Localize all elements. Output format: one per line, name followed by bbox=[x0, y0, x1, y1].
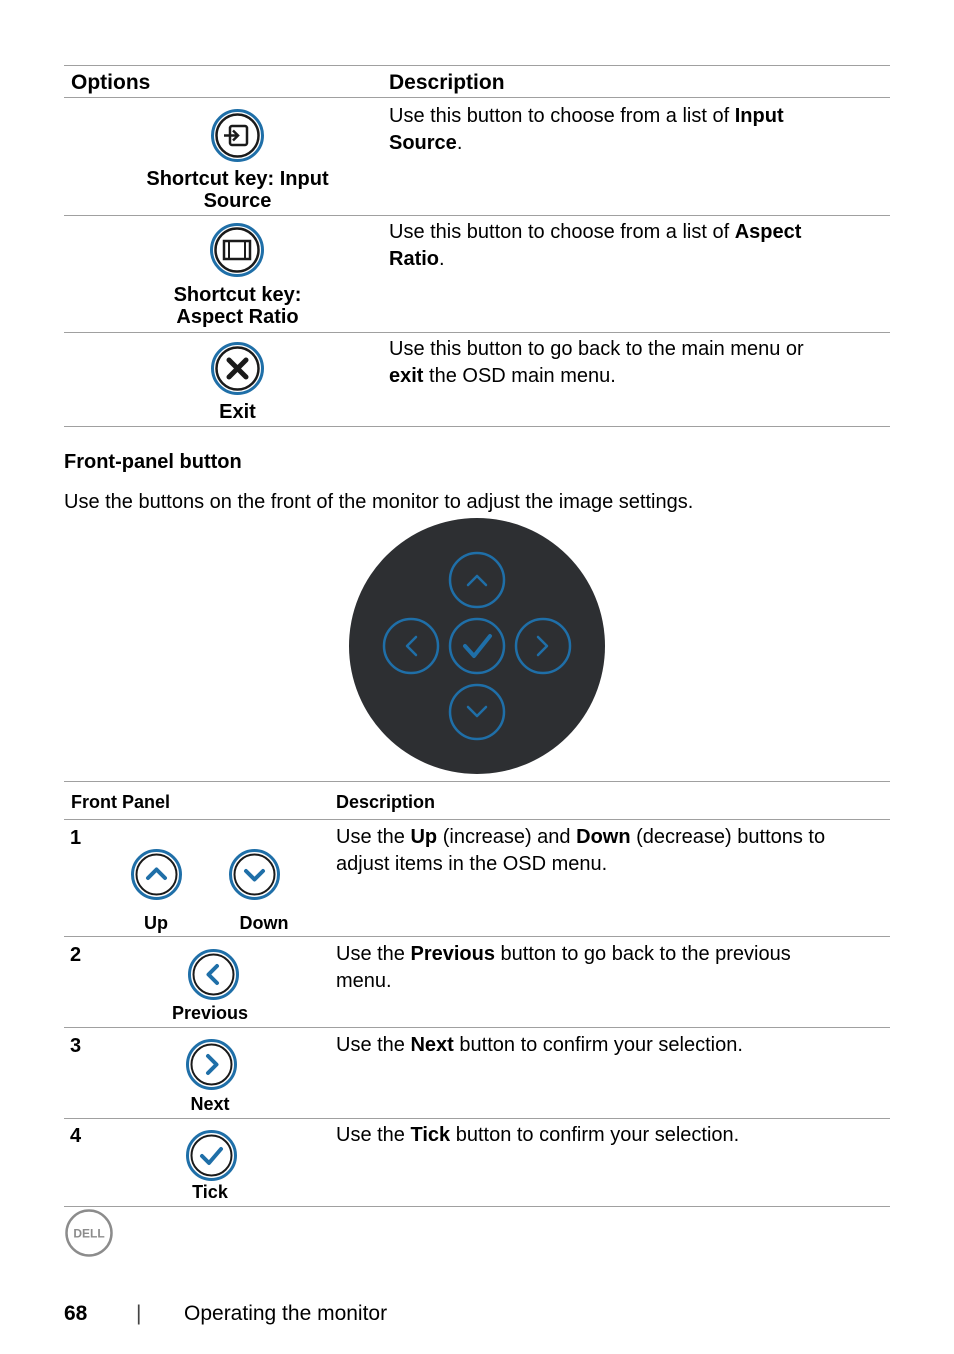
next-icon bbox=[185, 1038, 238, 1091]
aspect-ratio-label: Shortcut key: Aspect Ratio bbox=[173, 284, 302, 328]
table-header-rule bbox=[64, 97, 890, 98]
row-number: 4 bbox=[70, 1125, 82, 1147]
tick-description: Use the Tick button to confirm your selection. bbox=[336, 1124, 740, 1146]
exit-label: Exit bbox=[219, 401, 256, 423]
row-number: 1 bbox=[70, 827, 82, 849]
page-number: 68 bbox=[64, 1302, 88, 1325]
up-icon bbox=[130, 848, 183, 901]
down-label: Down bbox=[239, 913, 289, 933]
dell-logo-text: DELL bbox=[73, 1226, 105, 1241]
exit-description: Use this button to go back to the main menu or exit the OSD main menu. bbox=[389, 338, 804, 387]
front-panel-illustration bbox=[348, 517, 606, 775]
row-rule bbox=[64, 1118, 890, 1119]
previous-label: Previous bbox=[171, 1003, 249, 1023]
row-number: 2 bbox=[70, 944, 82, 966]
row-rule bbox=[64, 215, 890, 216]
input-source-description: Use this button to choose from a list of Input Source. bbox=[389, 105, 784, 154]
next-description: Use the Next button to confirm your selection. bbox=[336, 1034, 743, 1056]
front-table-top-rule bbox=[64, 781, 890, 782]
front-table-bottom-rule bbox=[64, 1206, 890, 1207]
table-bottom-rule bbox=[64, 426, 890, 427]
previous-description: Use the Previous button to go back to the previous menu. bbox=[336, 943, 791, 992]
tick-icon bbox=[185, 1129, 238, 1182]
aspect-ratio-description: Use this button to choose from a list of Aspect Ratio. bbox=[389, 221, 802, 270]
dell-logo bbox=[64, 1208, 114, 1258]
tick-label: Tick bbox=[192, 1182, 228, 1202]
input-source-label: Shortcut key: Input Source bbox=[146, 168, 329, 212]
table-top-rule bbox=[64, 65, 890, 66]
next-label: Next bbox=[190, 1094, 230, 1114]
front-table-header-rule bbox=[64, 819, 890, 820]
section-intro: Use the buttons on the front of the monitor to adjust the image settings. bbox=[64, 491, 694, 513]
row-rule bbox=[64, 936, 890, 937]
footer-section-title: Operating the monitor bbox=[184, 1302, 388, 1325]
down-icon bbox=[228, 848, 281, 901]
footer-separator: | bbox=[136, 1302, 142, 1325]
front-description-header: Description bbox=[336, 792, 436, 812]
row-rule bbox=[64, 1027, 890, 1028]
row-number: 3 bbox=[70, 1035, 82, 1057]
section-heading: Front-panel button bbox=[64, 451, 242, 473]
front-panel-header: Front Panel bbox=[71, 792, 171, 812]
up-down-description: Use the Up (increase) and Down (decrease) buttons to adjust items in the OSD menu. bbox=[336, 826, 826, 875]
options-header: Options bbox=[71, 71, 151, 94]
previous-icon bbox=[187, 948, 240, 1001]
description-header: Description bbox=[389, 71, 505, 94]
input-source-icon bbox=[210, 108, 265, 163]
row-rule bbox=[64, 332, 890, 333]
up-label: Up bbox=[144, 913, 168, 933]
exit-icon bbox=[210, 341, 265, 396]
aspect-ratio-icon bbox=[209, 222, 265, 278]
